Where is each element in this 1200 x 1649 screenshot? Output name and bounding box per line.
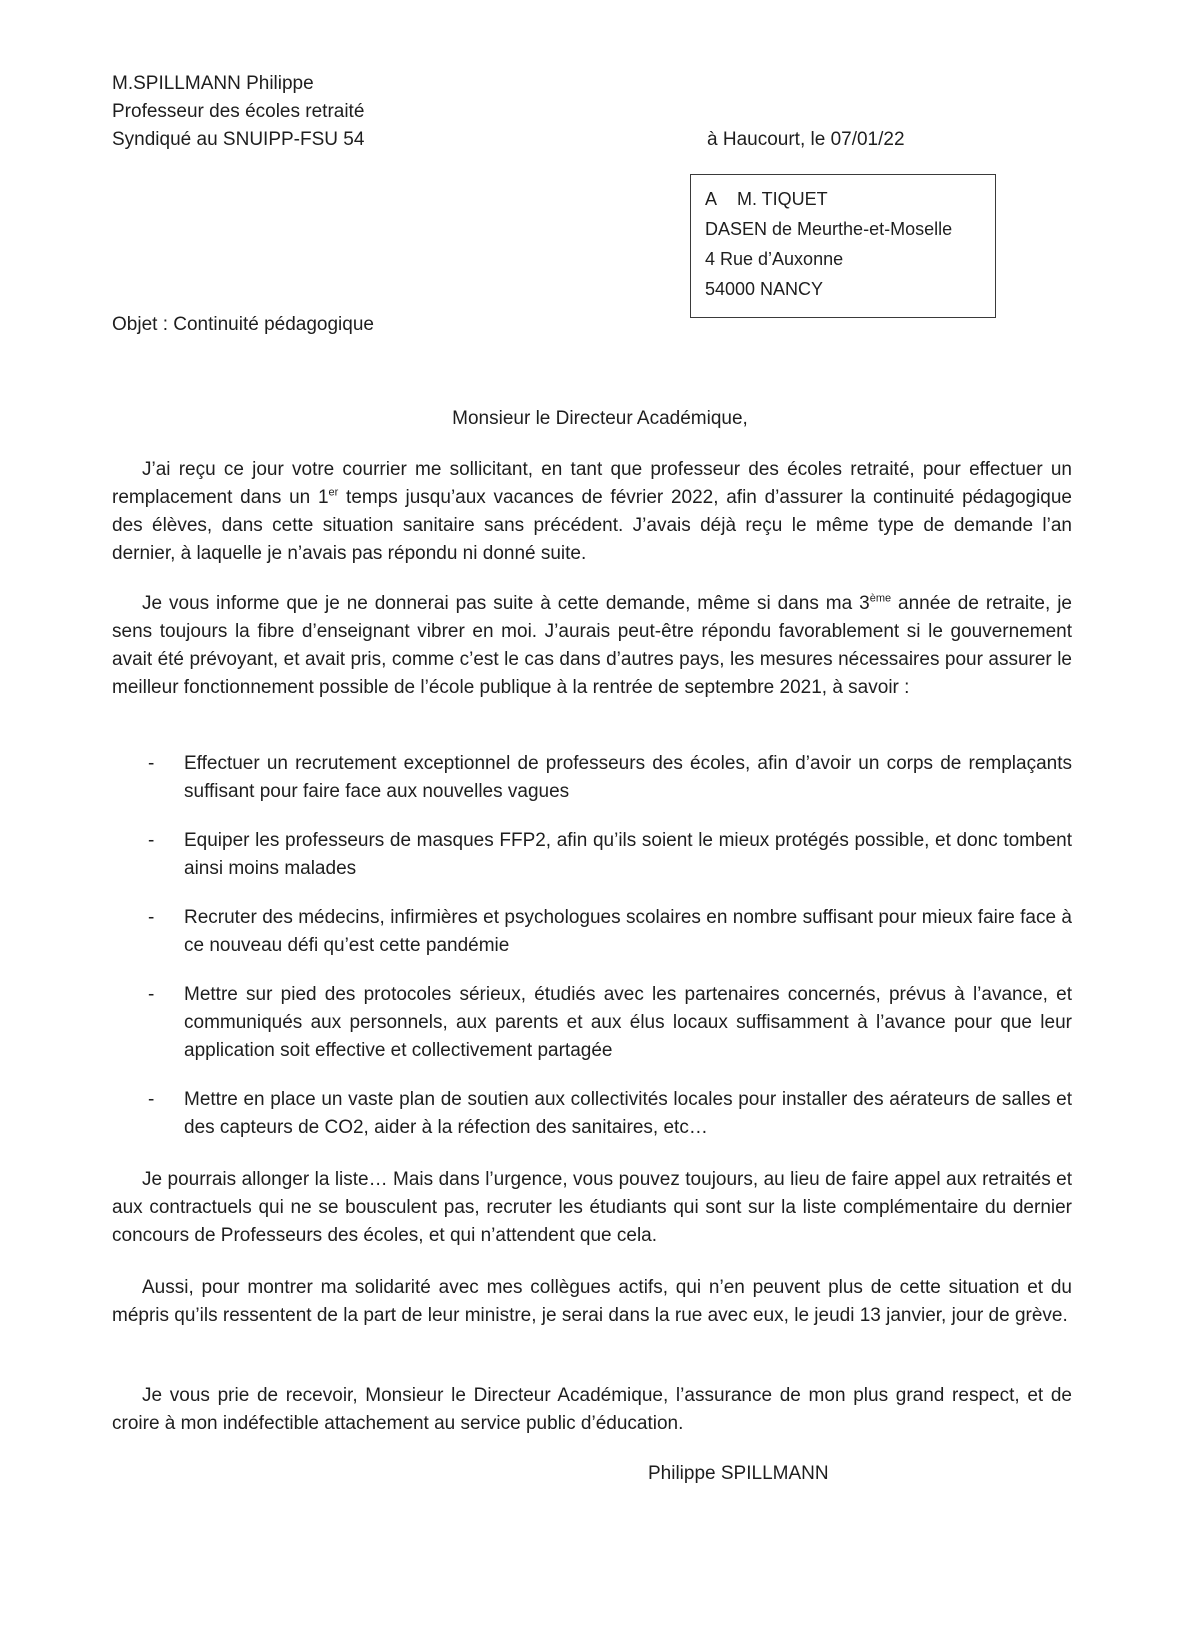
- list-item-text: Mettre sur pied des protocoles sérieux, étudiés avec les partenaires concernés, prévus à l’avance, et communiqués aux personnels, aux parents et aux élus locaux suffisamment à l’avance pour que leur application soit effective et collectivement partagée: [184, 984, 1072, 1061]
- paragraph-2-superscript: ème: [869, 592, 892, 605]
- list-dash: -: [148, 830, 155, 851]
- list-item: [112, 981, 1072, 1065]
- list-item-text: Mettre en place un vaste plan de soutien aux collectivités locales pour installer des aérateurs de salles et des capteurs de CO2, aider à la réfection des sanitaires, etc…: [184, 1089, 1072, 1138]
- list-item-text: Recruter des médecins, infirmières et psychologues scolaires en nombre suffisant pour mieux faire face à ce nouveau défi qu’est cette pandémie: [184, 907, 1072, 956]
- place-date: à Haucourt, le 07/01/22: [707, 129, 905, 150]
- salutation: Monsieur le Directeur Académique,: [452, 408, 748, 429]
- paragraph-2-text-a: Je vous informe que je ne donnerai pas suite à cette demande, même si dans ma 3: [142, 593, 870, 614]
- list-dash: -: [148, 984, 155, 1005]
- list-item: [112, 904, 1072, 960]
- list-item: [112, 750, 1072, 806]
- paragraph-1-text-b: temps jusqu’aux vacances de février 2022, afin d’assurer la continuité pédagogique des élèves, dans cette situation sanitaire sans précédent. J’avais déjà reçu le même type de demande l’an dernier, à laquelle je n’avais pas répondu ni donné suite.: [112, 487, 1073, 564]
- recipient-name: M. TIQUET: [737, 189, 828, 209]
- paragraph-3-text: Je pourrais allonger la liste… Mais dans l’urgence, vous pouvez toujours, au lieu de faire appel aux retraités et aux contractuels qui ne se bousculent pas, recruter les étudiants qui sont sur la liste complémentaire du dernier concours de Professeurs des écoles, et qui n’attendent que cela.: [112, 1169, 1072, 1246]
- paragraph-1-text-a: J’ai reçu ce jour votre courrier me sollicitant, en tant que professeur des écoles retraité, pour effectuer un remplacement dans un 1: [112, 459, 1072, 508]
- list-item: [112, 1086, 1072, 1142]
- paragraph-5-text: Je vous prie de recevoir, Monsieur le Directeur Académique, l’assurance de mon plus grand respect, et de croire à mon indéfectible attachement au service public d’éducation.: [112, 1385, 1072, 1434]
- sender-name: M.SPILLMANN Philippe: [112, 73, 314, 94]
- recipient-city: 54000 NANCY: [705, 279, 824, 299]
- letter-subject: Objet : Continuité pédagogique: [112, 314, 374, 335]
- list-item: [112, 827, 1072, 883]
- list-dash: -: [148, 1089, 155, 1110]
- paragraph-1-superscript: er: [328, 486, 339, 499]
- paragraph-4-text: Aussi, pour montrer ma solidarité avec mes collègues actifs, qui n’en peuvent plus de cette situation et du mépris qu’ils ressentent de la part de leur ministre, je serai dans la rue avec eux, le jeudi 13 janvier, jour de grève.: [112, 1277, 1072, 1326]
- measures-list: [112, 750, 1072, 1163]
- recipient-role: DASEN de Meurthe-et-Moselle: [705, 219, 953, 239]
- paragraph-3: [112, 1166, 1072, 1250]
- paragraph-1: [112, 456, 1072, 568]
- signature: Philippe SPILLMANN: [648, 1463, 829, 1484]
- sender-title: Professeur des écoles retraité: [112, 101, 365, 122]
- list-dash: -: [148, 907, 155, 928]
- paragraph-2: [112, 590, 1072, 702]
- recipient-address-box: [690, 174, 996, 318]
- paragraph-5: [112, 1382, 1072, 1438]
- list-item-text: Equiper les professeurs de masques FFP2, afin qu’ils soient le mieux protégés possible, et donc tombent ainsi moins malades: [184, 830, 1072, 879]
- paragraph-4: [112, 1274, 1072, 1330]
- list-item-text: Effectuer un recrutement exceptionnel de professeurs des écoles, afin d’avoir un corps de remplaçants suffisant pour faire face aux nouvelles vagues: [184, 753, 1072, 802]
- recipient-name-line: [705, 184, 995, 214]
- sender-block: [112, 70, 364, 154]
- sender-union: Syndiqué au SNUIPP-FSU 54: [112, 129, 365, 150]
- paragraph-2-text-b: année de retraite, je sens toujours la fibre d’enseignant vibrer en moi. J’aurais peut-être répondu favorablement si le gouvernement avait été prévoyant, et avait pris, comme c’est le cas dans d’autres pays, les mesures nécessaires pour assurer le meilleur fonctionnement possible de l’école publique à la rentrée de septembre 2021, à savoir :: [112, 593, 1072, 698]
- recipient-prefix: A: [705, 189, 718, 209]
- recipient-street: 4 Rue d’Auxonne: [705, 249, 844, 269]
- list-dash: -: [148, 753, 155, 774]
